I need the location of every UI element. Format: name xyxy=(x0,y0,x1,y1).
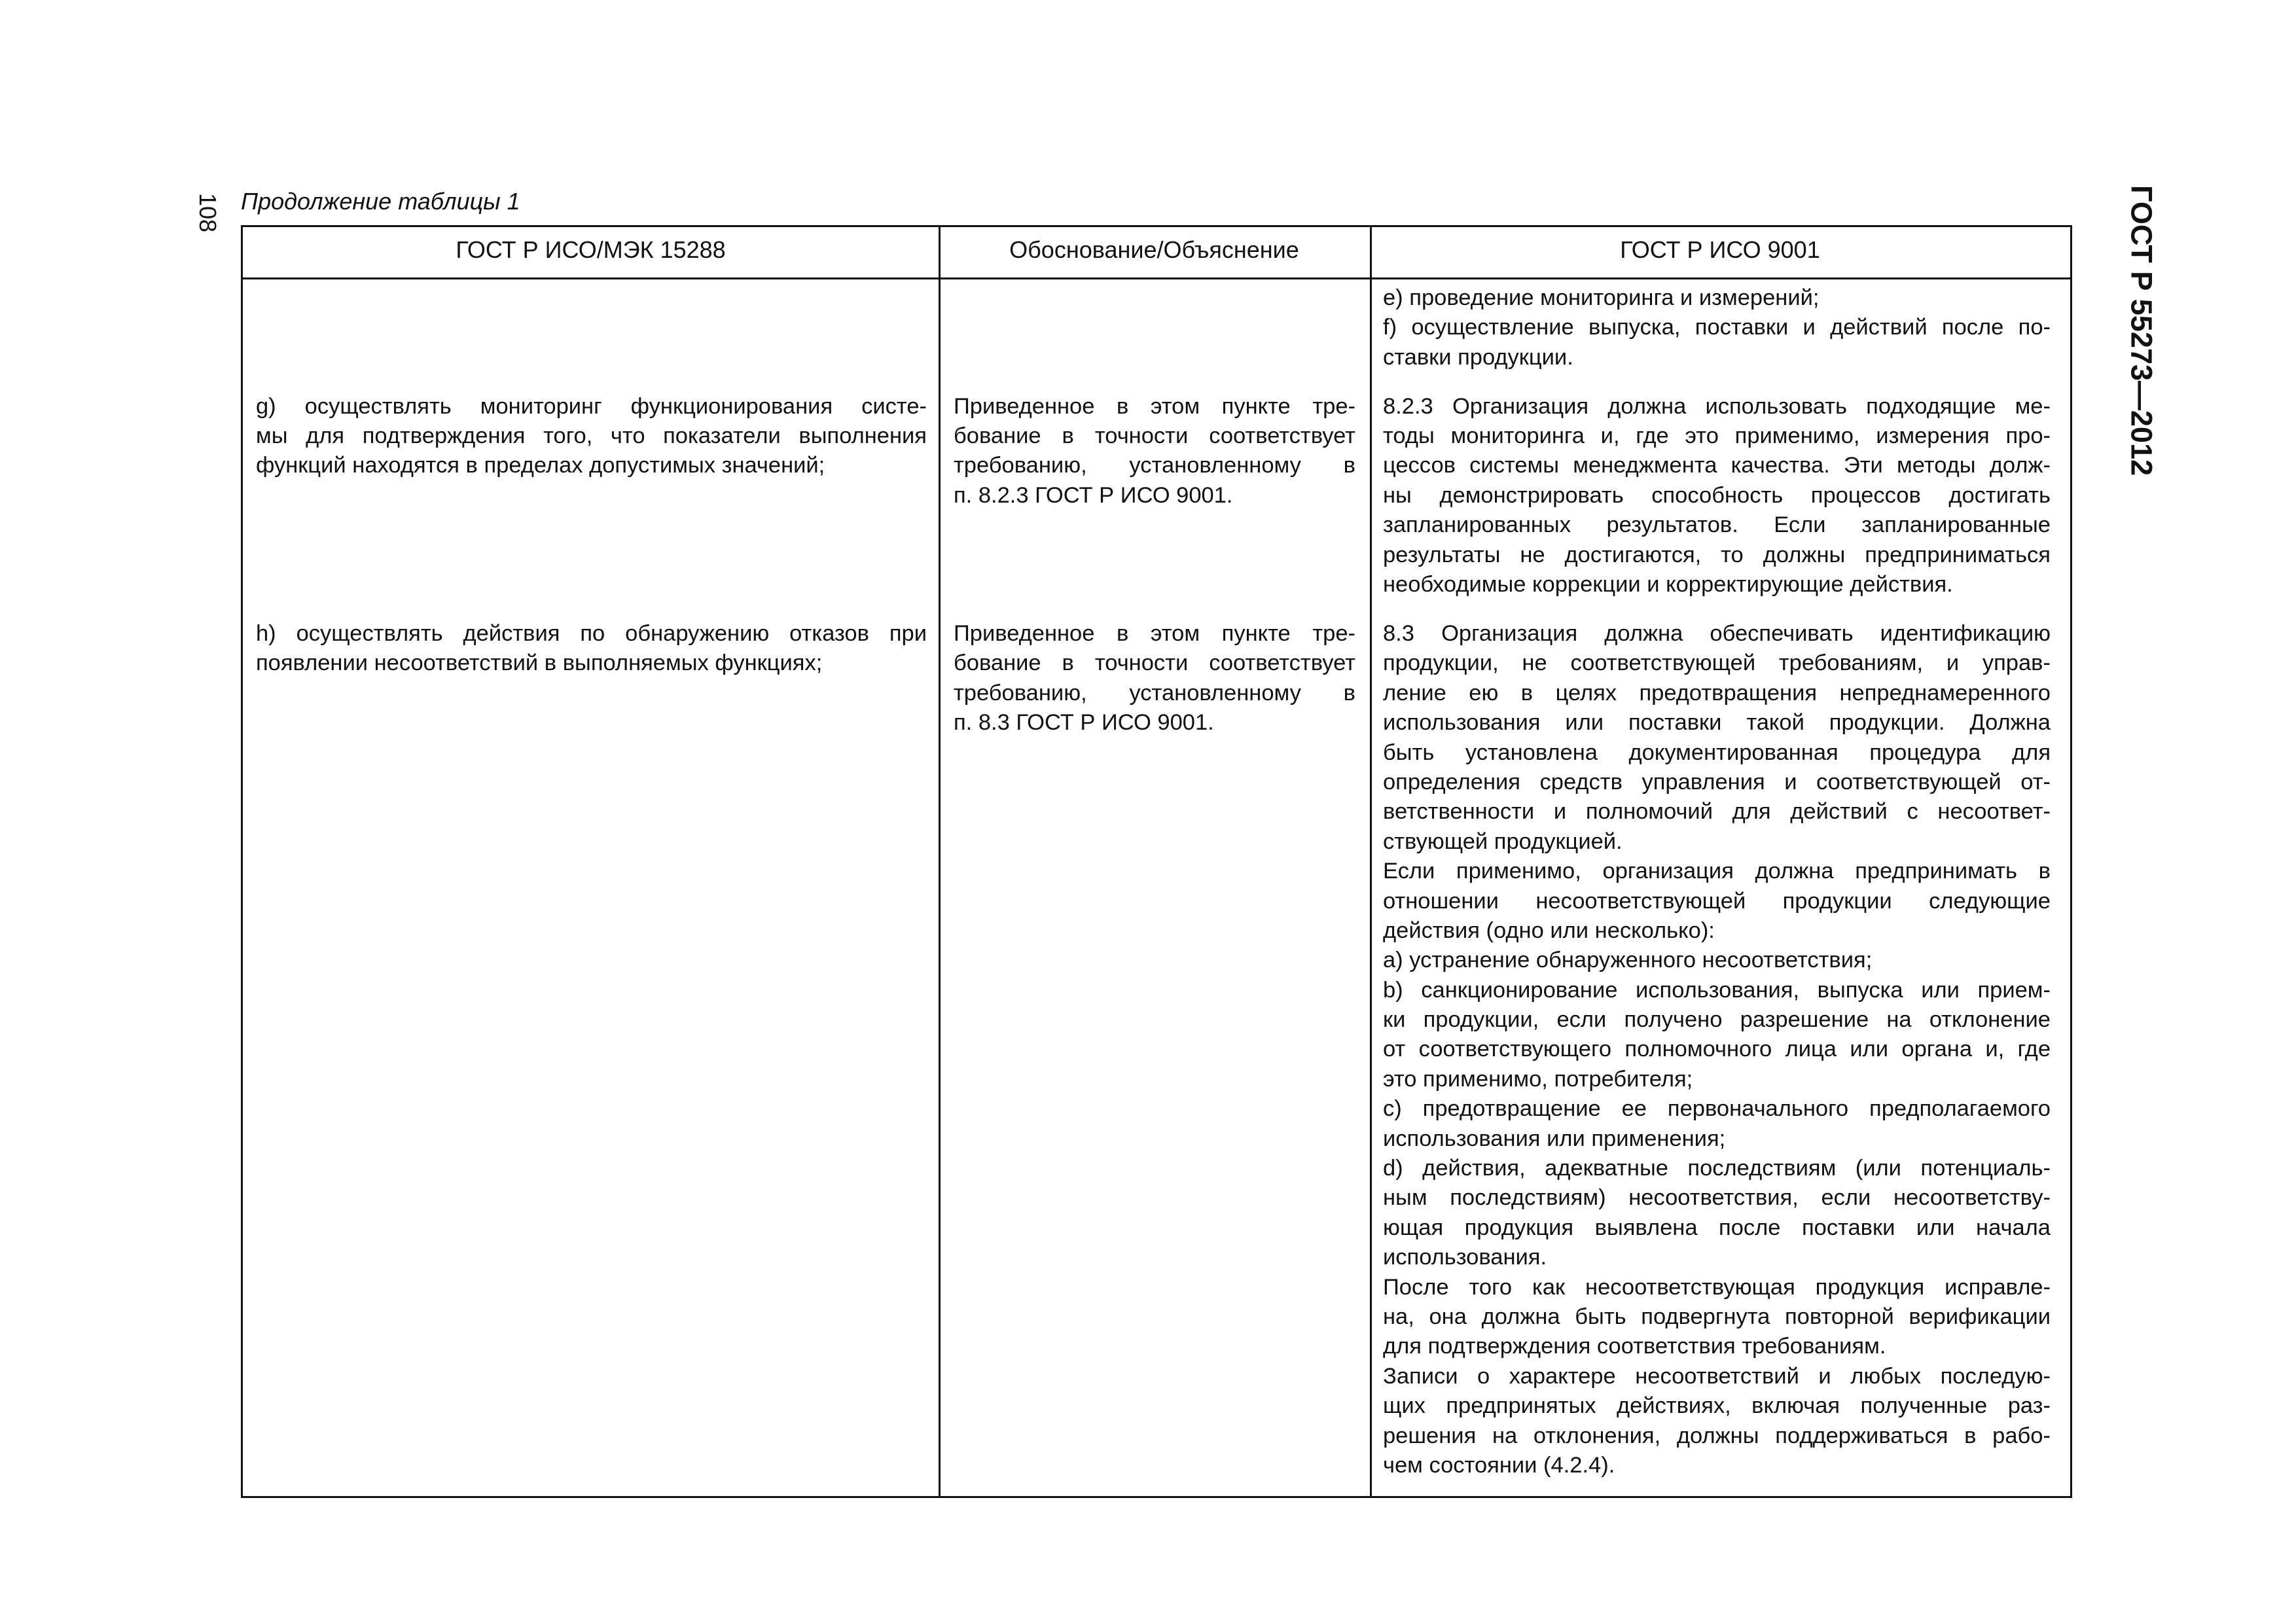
paragraph xyxy=(256,392,927,481)
text-line: использования или поставки такой продукции. Должна xyxy=(1383,710,2051,736)
paragraph xyxy=(1383,1273,2051,1362)
paragraph xyxy=(1383,976,2051,1095)
text-line: требованию, установленному в xyxy=(954,680,1355,705)
row-3-cell-gost-9001 xyxy=(1383,619,2051,1480)
text-line: Если применимо, организация должна предпринимать в xyxy=(1383,859,2051,884)
text-line: ющая продукция выявлена после поставки или начала xyxy=(1383,1215,2051,1240)
row-2-cell-gost-15288 xyxy=(256,392,927,481)
paragraph xyxy=(1383,1362,2051,1481)
text-line: от соответствующего полномочного лица или органа и, где xyxy=(1383,1037,2051,1062)
text-line: тоды мониторинга и, где это применимо, измерения про- xyxy=(1383,423,2051,449)
text-line: запланированных результатов. Если запланированные xyxy=(1383,512,2051,538)
text-line: использования или применения; xyxy=(1383,1126,1726,1151)
text-line: ны демонстрировать способность процессов достигать xyxy=(1383,482,2051,508)
paragraph xyxy=(1383,1094,2051,1154)
text-line: а) устранение обнаруженного несоответствия; xyxy=(1383,948,1873,973)
comparison-table xyxy=(241,225,2072,1498)
text-line: После того как несоответствующая продукция исправле- xyxy=(1383,1274,2051,1300)
text-line: е) проведение мониторинга и измерений; xyxy=(1383,285,1820,310)
paragraph xyxy=(954,619,1355,738)
paragraph xyxy=(1383,313,2051,372)
header-gost-15288: ГОСТ Р ИСО/МЭК 15288 xyxy=(456,236,726,263)
row-2-cell-justification xyxy=(954,392,1355,511)
text-line: b) санкционирование использования, выпуска или прием- xyxy=(1383,977,2051,1003)
text-line: быть установлена документированная процедура для xyxy=(1383,740,2051,765)
text-line: Приведенное в этом пункте тре- xyxy=(954,621,1355,647)
text-line: отношении несоответствующей продукции следующие xyxy=(1383,888,2051,914)
row-2-cell-gost-9001 xyxy=(1383,392,2051,600)
text-line: c) предотвращение ее первоначального предполагаемого xyxy=(1383,1096,2051,1122)
text-line: d) действия, адекватные последствиям (или потенциаль- xyxy=(1383,1156,2051,1181)
header-justification: Обоснование/Объяснение xyxy=(1009,236,1299,263)
text-line: Записи о характере несоответствий и любых последую- xyxy=(1383,1363,2051,1389)
row-3-cell-justification xyxy=(954,619,1355,738)
paragraph xyxy=(1383,946,2051,975)
text-line: на, она должна быть подвергнута повторной верификации xyxy=(1383,1304,2051,1329)
text-line: цессов системы менеджмента качества. Эти методы долж- xyxy=(1383,453,2051,478)
text-line: 8.2.3 Организация должна использовать подходящие ме- xyxy=(1383,393,2051,419)
text-line: п. 8.3 ГОСТ Р ИСО 9001. xyxy=(954,710,1214,736)
text-line: появлении несоответствий в выполняемых функциях; xyxy=(256,651,823,676)
column-divider-2 xyxy=(1370,227,1372,1496)
text-line: определения средств управления и соответствующей от- xyxy=(1383,769,2051,794)
paragraph xyxy=(1383,392,2051,600)
page-number: 108 xyxy=(194,192,221,233)
paragraph xyxy=(1383,857,2051,946)
text-line: функций находятся в пределах допустимых значений; xyxy=(256,453,825,478)
text-line: ставки продукции. xyxy=(1383,344,1573,370)
text-line: h) осуществлять действия по обнаружению отказов при xyxy=(256,621,927,647)
text-line: ление ею в целях предотвращения непреднамеренного xyxy=(1383,680,2051,705)
text-line: ным последствиям) несоответствия, если несоответству- xyxy=(1383,1185,2051,1211)
column-divider-1 xyxy=(939,227,941,1496)
paragraph xyxy=(1383,619,2051,857)
text-line: чем состоянии (4.2.4). xyxy=(1383,1452,1615,1478)
table-caption: Продолжение таблицы 1 xyxy=(241,188,520,215)
row-1-cell-gost-9001 xyxy=(1383,283,2051,372)
text-line: ветственности и полномочий для действий с несоответ- xyxy=(1383,799,2051,825)
text-line: п. 8.2.3 ГОСТ Р ИСО 9001. xyxy=(954,482,1233,508)
text-line: действия (одно или несколько): xyxy=(1383,918,1715,943)
paragraph xyxy=(954,392,1355,511)
text-line: ки продукции, если получено разрешение на отклонение xyxy=(1383,1007,2051,1033)
text-line: f) осуществление выпуска, поставки и действий после по- xyxy=(1383,315,2051,340)
document-code: ГОСТ Р 55273—2012 xyxy=(2125,185,2159,476)
text-line: решения на отклонения, должны поддерживаться в рабо- xyxy=(1383,1423,2051,1448)
text-line: необходимые коррекции и корректирующие действия. xyxy=(1383,572,1953,597)
text-line: щих предпринятых действиях, включая полученные раз- xyxy=(1383,1393,2051,1419)
text-line: 8.3 Организация должна обеспечивать идентификацию xyxy=(1383,621,2051,647)
header-gost-9001: ГОСТ Р ИСО 9001 xyxy=(1620,236,1820,263)
row-3-cell-gost-15288 xyxy=(256,619,927,679)
text-line: для подтверждения соответствия требованиям. xyxy=(1383,1334,1886,1359)
text-line: продукции, не соответствующей требованиям, и управ- xyxy=(1383,651,2051,676)
text-line: это применимо, потребителя; xyxy=(1383,1066,1693,1092)
text-line: ствующей продукцией. xyxy=(1383,829,1623,854)
paragraph xyxy=(256,619,927,679)
text-line: результаты не достигаются, то должны предприниматься xyxy=(1383,542,2051,567)
text-line: требованию, установленному в xyxy=(954,453,1355,478)
text-line: мы для подтверждения того, что показатели выполнения xyxy=(256,423,927,449)
header-divider xyxy=(243,277,2070,279)
text-line: g) осуществлять мониторинг функционирования систе- xyxy=(256,393,927,419)
text-line: бование в точности соответствует xyxy=(954,651,1355,676)
paragraph xyxy=(1383,283,2051,313)
text-line: использования. xyxy=(1383,1245,1547,1270)
paragraph xyxy=(1383,1154,2051,1273)
text-line: Приведенное в этом пункте тре- xyxy=(954,393,1355,419)
text-line: бование в точности соответствует xyxy=(954,423,1355,449)
